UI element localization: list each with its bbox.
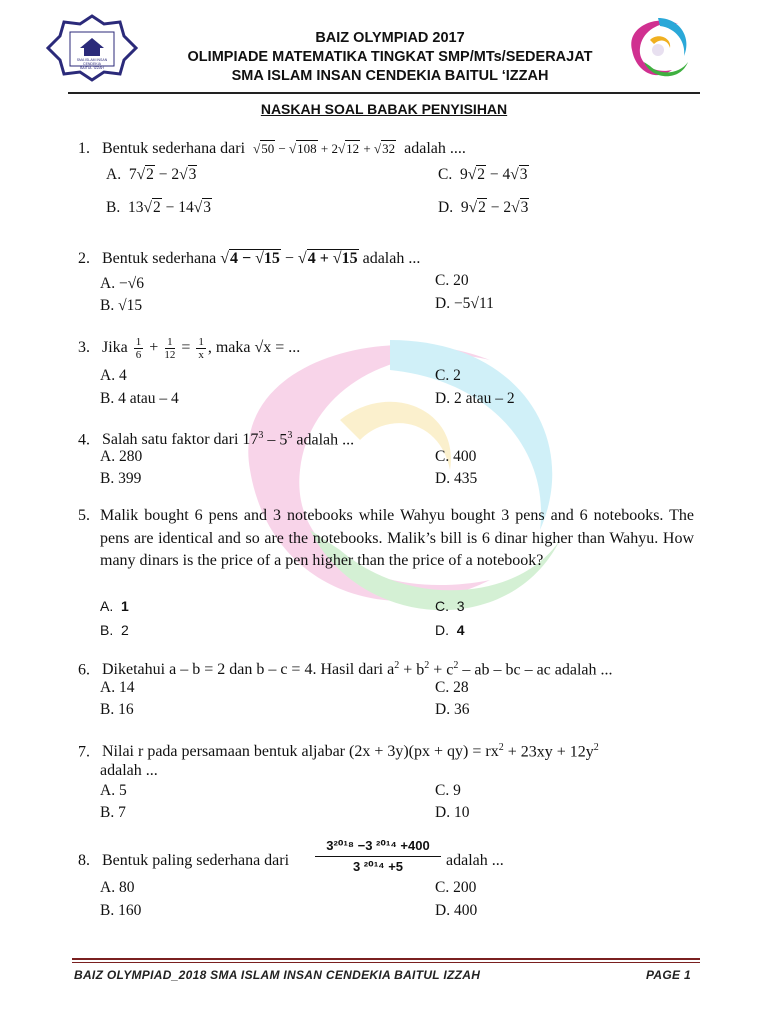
question-number: 3. (78, 339, 90, 357)
question-8-text-end: adalah ... (446, 852, 504, 869)
option-c: C. 200 (435, 879, 477, 896)
option-value: 4 (456, 622, 465, 638)
option-a: A. 280 (100, 448, 143, 465)
school-logo (46, 14, 138, 82)
question-text: Bentuk sederhana (102, 250, 217, 267)
coef: 13 (127, 199, 144, 216)
coef: 14 (178, 199, 194, 216)
exponent: 2 (593, 742, 599, 753)
question-number: 8. (78, 852, 90, 869)
option-a (100, 596, 129, 616)
question-text: Bentuk paling sederhana dari (102, 852, 290, 869)
option-value: 2 (121, 622, 129, 638)
question-text: Salah satu faktor dari 17 (102, 431, 259, 449)
option-a: A. 14 (100, 679, 135, 696)
question-number: 2. (78, 250, 90, 267)
question-text: – 5 (263, 431, 288, 449)
numerator: 3²⁰¹⁸ −3 ²⁰¹⁴ +400 (315, 838, 441, 857)
denominator: 3 ²⁰¹⁴ +5 (352, 859, 404, 874)
question-6 (78, 655, 613, 681)
question-text: Bentuk sederhana dari (102, 140, 246, 157)
question-text: Diketahui a – b = 2 dan b – c = 4. Hasil dari a (102, 661, 395, 679)
option-d: D. 10 (435, 804, 470, 821)
coef: 9 (460, 199, 469, 216)
option-c (435, 596, 465, 616)
option-d: D. 36 (435, 701, 470, 718)
question-number: 4. (78, 431, 90, 449)
question-text: Jika (102, 339, 128, 357)
option-a: A. 5 (100, 782, 127, 799)
question-number: 6. (78, 661, 90, 679)
option-c: C. 28 (435, 679, 469, 696)
option-letter: C. (435, 598, 449, 614)
option-d (435, 620, 465, 640)
exponent: 2 (424, 660, 430, 671)
radicand: 4 + √15 (307, 250, 358, 267)
exponent: 2 (453, 660, 459, 671)
option-letter: A. (106, 166, 122, 183)
logo-text-2: CENDEKIA (83, 62, 101, 66)
radicand: 3 (188, 166, 197, 183)
question-5-text: Malik bought 6 pens and 3 notebooks while Wahyu bought 3 pens and 6 notebooks. The pens are identical and so are the notebooks. Malik’s bill is 6 dinar higher than Wahyu. How many dinars is the price of a pen higher than the price of a notebook? (100, 507, 694, 569)
option-c: C. 9 (435, 782, 461, 799)
option-a: A. 4 (100, 367, 127, 384)
option-b: B. 399 (100, 470, 142, 487)
exponent: 2 (394, 660, 400, 671)
numerator: 1 (167, 336, 173, 348)
fraction (196, 336, 206, 361)
question-number: 5. (78, 507, 90, 524)
option-b: B. 16 (100, 701, 134, 718)
numerator: 1 (135, 336, 142, 348)
question-text: Nilai r pada persamaan bentuk aljabar (2x + 3y)(px + qy) = rx (102, 743, 499, 761)
option-d: D. −5√11 (435, 295, 494, 312)
radicand: 2 (152, 199, 161, 216)
question-text-end: – ab – bc – ac adalah ... (458, 661, 613, 679)
question-2: 2. Bentuk sederhana √4 − √15 − √4 + √15 adalah ... (78, 250, 421, 267)
option-value: 3 (456, 598, 465, 614)
exponent: 3 (258, 430, 264, 441)
radicand: 12 (346, 141, 360, 156)
option-d: D. 9√2 − 2√3 (438, 199, 529, 216)
question-text: + b (399, 661, 425, 679)
option-letter: D. (435, 622, 449, 638)
option-b (100, 620, 129, 640)
radicand: 32 (382, 141, 396, 156)
fraction (134, 336, 144, 361)
question-text-end: adalah ... (292, 431, 355, 449)
option-a: A. −√6 (100, 275, 144, 292)
page-number: PAGE 1 (646, 968, 691, 982)
option-b: B. 13√2 − 14√3 (106, 199, 211, 216)
radicand: 3 (519, 166, 528, 183)
footer-rule (72, 958, 700, 960)
option-letter: D. (438, 199, 454, 216)
fraction (315, 838, 441, 875)
option-d: D. 400 (435, 902, 478, 919)
header-line-1: BAIZ OLYMPIAD 2017 (315, 30, 465, 46)
option-b: B. √15 (100, 297, 143, 314)
header-line-3: SMA ISLAM INSAN CENDEKIA BAITUL ‘IZZAH (231, 68, 549, 84)
exponent: 2 (498, 742, 504, 753)
olympiad-logo (622, 12, 692, 84)
header-rule (68, 92, 700, 94)
denominator: 12 (164, 349, 176, 361)
radicand: 2 (477, 166, 485, 183)
option-value: 1 (121, 598, 129, 614)
radicand: 2 (478, 199, 486, 216)
logo-text-3: BAITUL 'IZZAH (80, 66, 104, 70)
option-c: C. 20 (435, 272, 469, 289)
option-c: C. 2 (435, 367, 461, 384)
numerator: 1 (198, 336, 204, 348)
option-c: C. 400 (435, 448, 477, 465)
question-7-text-end: adalah ... (100, 762, 158, 779)
option-b: B. 4 atau – 4 (100, 390, 179, 407)
header-line-2: OLIMPIADE MATEMATIKA TINGKAT SMP/MTs/SEDERAJAT (187, 49, 593, 65)
coef: 7 (128, 166, 137, 183)
footer-rule (72, 962, 700, 963)
question-text-end: , maka √x = ... (207, 339, 301, 357)
exponent: 3 (287, 430, 293, 441)
option-a: A. 80 (100, 879, 135, 896)
radicand: 4 − √15 (229, 250, 280, 267)
option-letter: B. (106, 199, 121, 216)
radicand: 50 (261, 141, 275, 156)
question-8 (78, 850, 289, 872)
option-a: A. 7√2 − 2√3 (106, 166, 197, 183)
denominator: 6 (135, 349, 142, 361)
coef: 2 (503, 199, 512, 216)
question-1: 1. Bentuk sederhana dari √50 − √108 + 2√12 + √32 adalah .... (78, 140, 466, 157)
question-text-end: adalah ... (362, 250, 421, 267)
option-b: B. 7 (100, 804, 126, 821)
coef: 4 (502, 166, 511, 183)
option-letter: B. (100, 622, 114, 638)
option-letter: C. (438, 166, 453, 183)
radicand: 3 (520, 199, 529, 216)
radicand: 108 (297, 141, 317, 156)
option-letter: A. (100, 598, 114, 614)
denominator: x (198, 349, 204, 361)
coef: 2 (331, 141, 339, 156)
question-3: 3. Jika $\frac{1}{6}$ + $\frac{1}{12}$ = $\frac{1}{x}$ , maka √x = ... (78, 336, 301, 361)
option-d: D. 2 atau – 2 (435, 390, 515, 407)
option-c: C. 9√2 − 4√3 (438, 166, 528, 183)
fraction (164, 336, 175, 361)
question-text: + c (429, 661, 454, 679)
logo-text-1: SMA ISLAM INSAN (76, 58, 108, 62)
radicand: 2 (146, 166, 154, 183)
question-text-end: adalah .... (404, 140, 466, 157)
question-text: + 23xy + 12y (503, 743, 594, 761)
radicand: 3 (203, 199, 211, 216)
option-b: B. 160 (100, 902, 142, 919)
footer-left: BAIZ OLYMPIAD_2018 SMA ISLAM INSAN CENDEKIA BAITUL IZZAH (74, 968, 481, 982)
question-number: 7. (78, 743, 90, 761)
option-d: D. 435 (435, 470, 478, 487)
page-title: NASKAH SOAL BABAK PENYISIHAN (260, 101, 508, 117)
coef: 2 (171, 166, 180, 183)
question-number: 1. (78, 140, 90, 157)
coef: 9 (459, 166, 468, 183)
